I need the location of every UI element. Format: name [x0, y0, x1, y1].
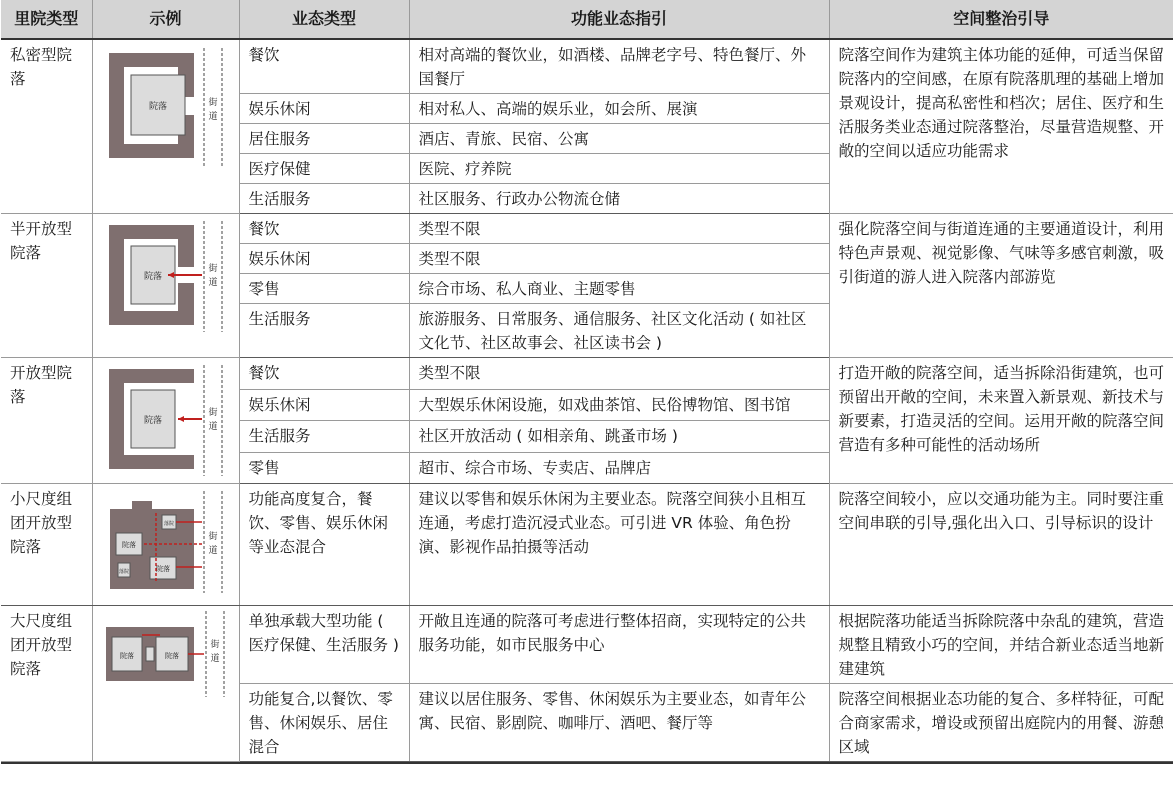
business-type: 生活服务: [239, 184, 409, 214]
business-type: 居住服务: [239, 124, 409, 154]
function-guide: 旅游服务、日常服务、通信服务、社区文化活动 ( 如社区文化节、社区故事会、社区读书会 ): [409, 304, 829, 358]
courtyard-type-open: 开放型院落: [1, 358, 92, 484]
business-type: 生活服务: [239, 304, 409, 358]
function-guide: 社区服务、行政办公物流仓储: [409, 184, 829, 214]
svg-text:道: 道: [208, 546, 218, 556]
open-courtyard-diagram: [106, 361, 226, 481]
header-example: 示例: [92, 0, 239, 39]
example-diagram-semi-open: [92, 214, 239, 358]
business-type: 娱乐休闲: [239, 244, 409, 274]
business-type: 娱乐休闲: [239, 94, 409, 124]
svg-text:道: 道: [208, 278, 218, 288]
header-courtyard-type: 里院类型: [1, 0, 92, 39]
header-space-guide: 空间整治引导: [829, 0, 1173, 39]
business-type: 生活服务: [239, 421, 409, 453]
business-type: 零售: [239, 452, 409, 484]
function-guide: 建议以零售和娱乐休闲为主要业态。院落空间狭小且相互连通，考虑打造沉浸式业态。可引进 VR 体验、角色扮演、影视作品拍摄等活动: [409, 484, 829, 606]
semi-open-courtyard-diagram: [106, 217, 226, 337]
guidance-table: [1, 0, 1173, 762]
svg-text:街: 街: [208, 408, 218, 418]
table-row: [1, 358, 1173, 390]
courtyard-type-large-cluster: 大尺度组团开放型院落: [1, 606, 92, 762]
function-guide: 大型娱乐休闲设施，如戏曲茶馆、民俗博物馆、图书馆: [409, 389, 829, 421]
courtyard-type-semi-open: 半开放型院落: [1, 214, 92, 358]
table-row: [1, 39, 1173, 94]
svg-text:院落: 院落: [165, 652, 179, 660]
function-guide: 酒店、青旅、民宿、公寓: [409, 124, 829, 154]
space-guide-open: 打造开敞的院落空间，适当拆除沿街建筑，也可预留出开敞的空间，未来置入新景观、新技术与新要素，打造灵活的空间。运用开敞的院落空间营造有多种可能性的活动场所: [829, 358, 1173, 484]
function-guide: 类型不限: [409, 244, 829, 274]
small-cluster-diagram: [106, 487, 226, 597]
svg-text:院落: 院落: [156, 565, 170, 573]
header-function-guide: 功能业态指引: [409, 0, 829, 39]
function-guide: 综合市场、私人商业、主题零售: [409, 274, 829, 304]
business-type: 娱乐休闲: [239, 389, 409, 421]
function-guide: 医院、疗养院: [409, 154, 829, 184]
header-business-type: 业态类型: [239, 0, 409, 39]
business-type: 餐饮: [239, 358, 409, 390]
function-guide: 相对私人、高端的娱乐业，如会所、展演: [409, 94, 829, 124]
courtyard-type-private: 私密型院落: [1, 39, 92, 214]
large-cluster-diagram: [104, 609, 228, 699]
svg-text:街: 街: [208, 532, 218, 542]
table-row: [1, 214, 1173, 244]
svg-text:道: 道: [208, 422, 218, 432]
business-type: 零售: [239, 274, 409, 304]
svg-text:落院: 落院: [118, 569, 130, 575]
function-guide: 类型不限: [409, 214, 829, 244]
svg-text:院落: 院落: [143, 272, 163, 282]
example-diagram-large-cluster: [92, 606, 239, 762]
function-guide: 社区开放活动 ( 如相亲角、跳蚤市场 ): [409, 421, 829, 453]
function-guide: 开敞且连通的院落可考虑进行整体招商，实现特定的公共服务功能，如市民服务中心: [409, 606, 829, 684]
table-row: [1, 606, 1173, 684]
svg-text:街: 街: [210, 640, 220, 650]
svg-text:街: 街: [208, 98, 218, 108]
courtyard-label: 院落: [148, 102, 168, 112]
business-type: 餐饮: [239, 39, 409, 94]
business-type: 医疗保健: [239, 154, 409, 184]
svg-text:街: 街: [208, 264, 218, 274]
svg-text:道: 道: [210, 654, 220, 664]
space-guide-semi-open: 强化院落空间与街道连通的主要通道设计，利用特色声景观、视觉影像、气味等多感官刺激，吸引街道的游人进入院落内部游览: [829, 214, 1173, 358]
space-guide-large-cluster-1: 根据院落功能适当拆除院落中杂乱的建筑，营造规整且精致小巧的空间，并结合新业态适当地新建建筑: [829, 606, 1173, 684]
space-guide-large-cluster-2: 院落空间根据业态功能的复合、多样特征，可配合商家需求，增设或预留出庭院内的用餐、游憩区域: [829, 684, 1173, 762]
business-type: 单独承载大型功能 ( 医疗保健、生活服务 ): [239, 606, 409, 684]
table-row: [1, 484, 1173, 606]
example-diagram-open: [92, 358, 239, 484]
business-type: 餐饮: [239, 214, 409, 244]
business-type: 功能复合,以餐饮、零售、休闲娱乐、居住混合: [239, 684, 409, 762]
private-courtyard-diagram: [106, 43, 226, 173]
header-row: [1, 0, 1173, 39]
courtyard-type-small-cluster: 小尺度组团开放型院落: [1, 484, 92, 606]
svg-text:院落: 院落: [120, 652, 134, 660]
function-guide: 类型不限: [409, 358, 829, 390]
function-guide: 建议以居住服务、零售、休闲娱乐为主要业态，如青年公寓、民宿、影剧院、咖啡厅、酒吧、餐厅等: [409, 684, 829, 762]
svg-text:落院: 落院: [163, 521, 175, 527]
space-guide-private: 院落空间作为建筑主体功能的延伸，可适当保留院落内的空间感，在原有院落肌理的基础上增加景观设计，提高私密性和档次；居住、医疗和生活服务类业态通过院落整治，尽量营造规整、开敞的空间以适应功能需求: [829, 39, 1173, 214]
svg-text:院落: 院落: [143, 416, 163, 426]
bottom-rule: [1, 762, 1173, 764]
example-diagram-private: [92, 39, 239, 214]
svg-text:道: 道: [208, 112, 218, 122]
function-guide: 相对高端的餐饮业，如酒楼、品牌老字号、特色餐厅、外国餐厅: [409, 39, 829, 94]
space-guide-small-cluster: 院落空间较小，应以交通功能为主。同时要注重空间串联的引导,强化出入口、引导标识的设计: [829, 484, 1173, 606]
svg-text:院落: 院落: [122, 541, 136, 549]
business-type: 功能高度复合，餐饮、零售、娱乐休闲等业态混合: [239, 484, 409, 606]
example-diagram-small-cluster: [92, 484, 239, 606]
function-guide: 超市、综合市场、专卖店、品牌店: [409, 452, 829, 484]
